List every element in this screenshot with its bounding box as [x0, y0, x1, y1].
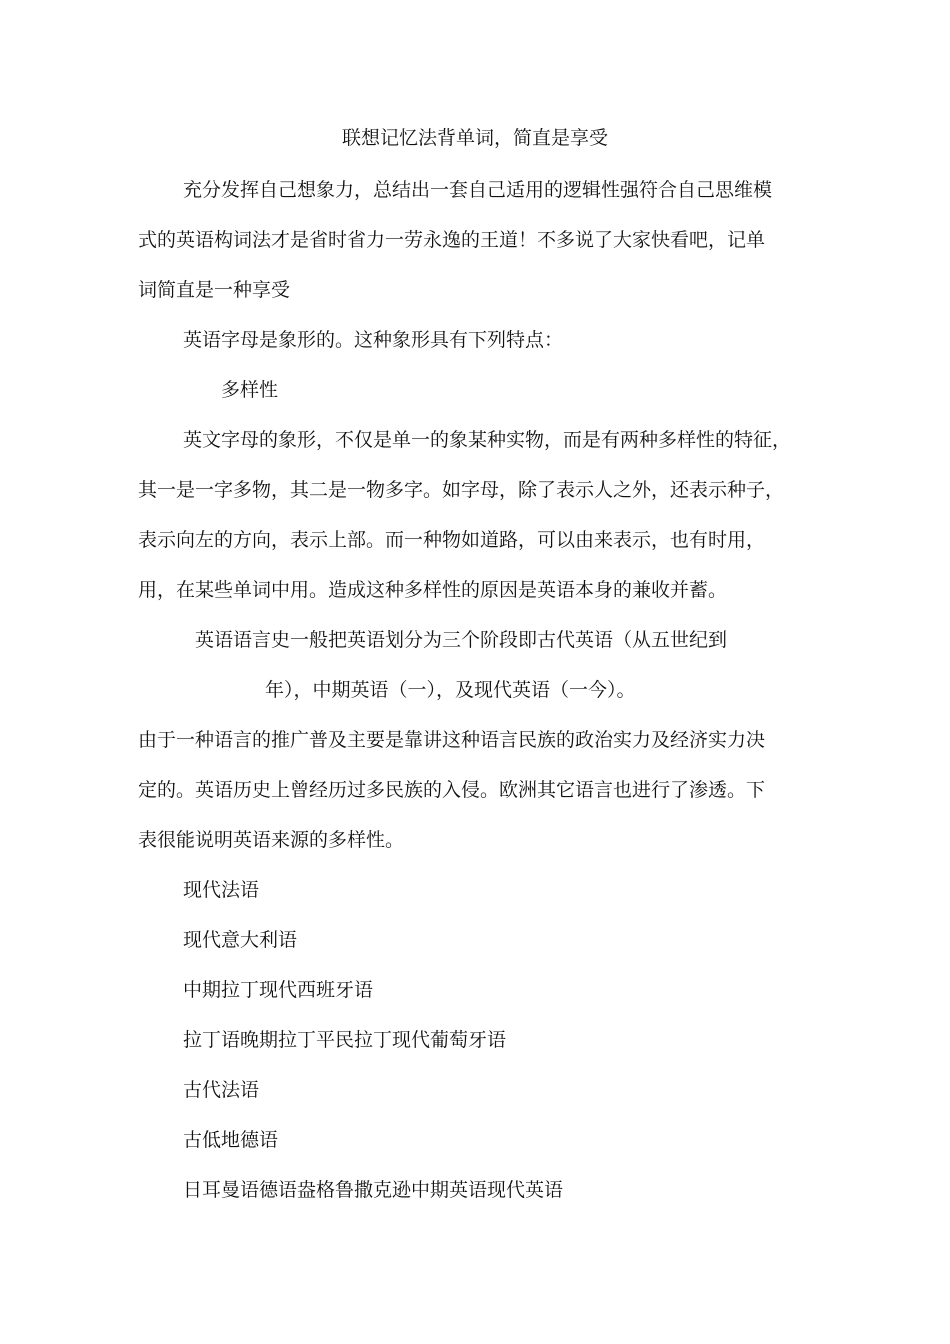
language-list-item: 现代法语: [183, 879, 260, 901]
spread-line-3: 表很能说明英语来源的多样性。: [138, 829, 405, 851]
spread-line-1: 由于一种语言的推广普及主要是靠讲这种语言民族的政治实力及经济实力决: [138, 729, 766, 751]
spread-line-2: 定的。英语历史上曾经历过多民族的入侵。欧洲其它语言也进行了渗透。下: [138, 779, 766, 801]
intro-line-3: 词简直是一种享受: [138, 279, 291, 301]
history-line-1: 英语语言史一般把英语划分为三个阶段即古代英语（从五世纪到: [195, 629, 728, 651]
language-list-item: 中期拉丁现代西班牙语: [183, 979, 374, 1001]
letters-pictographic-line: 英语字母是象形的。这种象形具有下列特点：: [183, 329, 564, 351]
diversity-line-1: 英文字母的象形，不仅是单一的象某种实物，而是有两种多样性的特征，: [183, 429, 792, 451]
history-line-2: 年），中期英语（一），及现代英语（一今）。: [265, 679, 636, 701]
diversity-line-2: 其一是一字多物，其二是一物多字。如字母，除了表示人之外，还表示种子，: [138, 479, 785, 501]
document-title: 联想记忆法背单词，简直是享受: [341, 127, 608, 149]
language-list-item: 现代意大利语: [183, 929, 298, 951]
language-list-item: 日耳曼语德语盎格鲁撒克逊中期英语现代英语: [183, 1179, 564, 1201]
language-list-item: 拉丁语晚期拉丁平民拉丁现代葡萄牙语: [183, 1029, 507, 1051]
diversity-line-3: 表示向左的方向，表示上部。而一种物如道路，可以由来表示，也有时用，: [138, 529, 766, 551]
intro-line-1: 充分发挥自己想象力，总结出一套自己适用的逻辑性强符合自己思维模: [183, 179, 773, 201]
language-list-item: 古代法语: [183, 1079, 260, 1101]
diversity-line-4: 用，在某些单词中用。造成这种多样性的原因是英语本身的兼收并蓄。: [138, 579, 728, 601]
language-list-item: 古低地德语: [183, 1129, 279, 1151]
intro-line-2: 式的英语构词法才是省时省力一劳永逸的王道！不多说了大家快看吧，记单: [138, 229, 766, 251]
diversity-heading: 多样性: [221, 379, 279, 401]
